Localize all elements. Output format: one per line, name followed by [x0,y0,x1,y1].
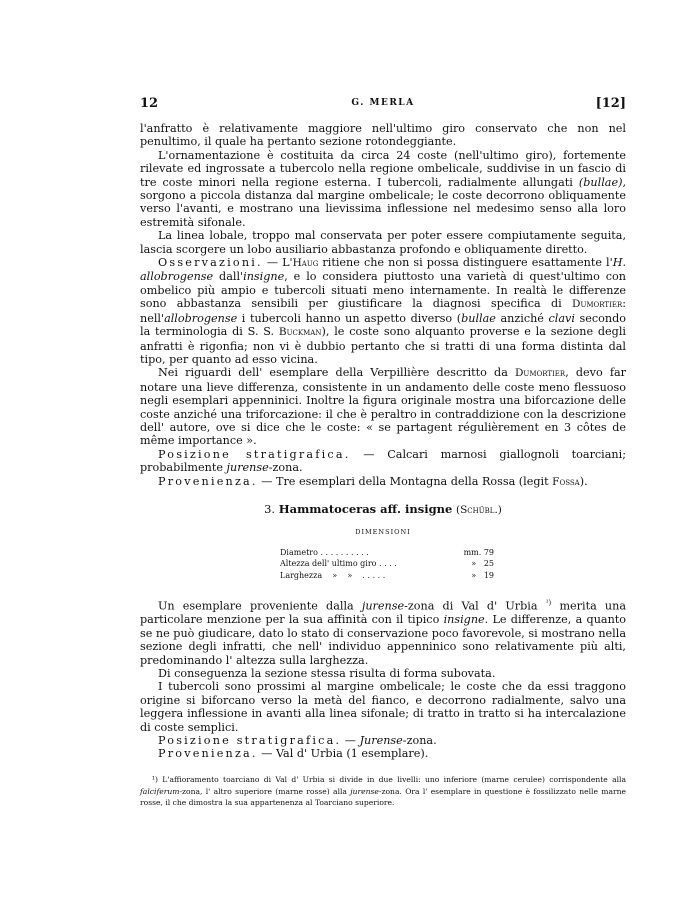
running-head-author: G. MERLA [351,98,415,108]
dimension-row: Larghezza » » . . . . . » 19 [280,570,494,580]
paragraph-specimen: Un esemplare proveniente dalla jurense-zona di Val d' Urbia $^{^1)}$ merita una particolare menzione per la sua affinità con il tipico insigne. Le differenze, a quanto se ne può giudicare, dato lo stato di conservazione poco favorevole, si mostrano nella sezione degli infratti, che nell' individuo appenninico sono relativamente più alti, predominando l' altezza sulla larghezza. [140,599,627,667]
paragraph-tubercles: I tubercoli sono prossimi al margine ombelicale; le coste che da essi traggono origine si biforcano verso la metà del fianco, e decorrono radialmente, salvo una leggera inflessione in avanti alla linea sifonale; di tratto in tratto si ha intercalazione di coste semplici. [140,680,626,734]
paragraph-section-shape: Di conseguenza la sezione stessa risulta di forma subovata. [158,667,496,681]
dimension-row: Altezza dell' ultimo giro . . . . » 25 [280,559,494,569]
page-number: 12 [140,96,159,111]
paragraph-stratigraphic-position-2: Posizione stratigrafica. — Jurense-zona. [158,734,437,748]
observations-label: Osservazioni. [158,256,263,270]
dimensions-title: DIMENSIONI [355,528,411,537]
paragraph-lobal-line: La linea lobale, troppo mal conservata per poter essere compiutamente seguita, lascia scorgere un lobo ausiliario abbastanza profondo e obliquamente diretto. [140,229,626,256]
paragraph-stratigraphic-position: Posizione stratigrafica. — Calcari marnosi giallognoli toarciani; probabilmente jurense-zona. [140,447,626,475]
paragraph-continuation: l'anfratto è relativamente maggiore nell'ultimo giro conservato che non nel penultimo, il quale ha pertanto sezione rotondeggiante. [140,122,626,149]
footnote-reference: ¹) [545,599,552,608]
footnote-mark: ¹) [152,774,159,784]
stratigraphic-label: Posizione stratigrafica. [158,447,351,461]
dimensions-table [280,547,494,582]
main-text [140,122,626,761]
paragraph-provenance-2: Provenienza. — Val d' Urbia (1 esemplare). [158,747,429,761]
running-header [140,96,626,122]
paragraph-observations: Osservazioni. — L'Haug ritiene che non si possa distinguere esattamente l'H. allobrogense dall'insigne, e lo considera piuttosto una varietà di quest'ultimo con ombelico più ampio e tubercoli situati meno internamente. In realtà le differenze sono abbastanza sensibili per giustificare la diagnosi specifica di Dumortier: nell'allobrogense i tubercoli hanno un aspetto diverso (bullae anziché clavi secondo la terminologia di S. S. Buckman), le coste sono alquanto proverse e la sezione degli anfratti è rigonfia; non vi è dubbio pertanto che si tratti di una forma distinta dal tipo, per quanto ad esso vicina. [140,256,626,366]
bracket-page-number: [12] [595,96,626,111]
footnote: ¹) L'affioramento toarciano di Val d' Urbia si divide in due livelli: uno inferiore (marne cerulee) corrispondente alla falciferum-zona, l' altro superiore (marne rosse) alla jurense-zona. Ora l' esemplare in questione è fossilizzato nelle marne rosse, il che dimostra la sua appartenenza al Toarciano superiore. [140,774,627,808]
paragraph-ornamentation: L'ornamentazione è costituita da circa 24 coste (nell'ultimo giro), fortemente rilevate ed ingrossate a tubercolo nella regione ombelicale, suddivise in un fascio di tre coste minori nella regione esterna. I tubercoli, radialmente allungati (bullae), sorgono a piccola distanza dal margine ombelicale; le coste decorrono obliquamente verso l'avanti, e mostrano una lievissima inflessione nel medesimo senso alla loro estremità sifonale. [140,148,626,229]
paragraph-verpilliere: Nei riguardi dell' esemplare della Verpillière descritto da Dumortier, devo far notare una lieve differenza, consistente in un andamento delle coste meno flessuoso negli esemplari appenninici. Inoltre la figura originale mostra una biforcazione delle coste anziché una triforcazione: il che è peraltro in contraddizione con la descrizione dell' autore, ove si dice che le coste: « se partagent régulièrement en 3 côtes de même importance ». [140,366,626,448]
dimension-row: Diametro . . . . . . . . . . mm. 79 [280,547,494,557]
section-heading: 3. Hammatoceras aff. insigne (Schübl.) [264,501,502,516]
page [140,96,626,809]
provenance-label: Provenienza. [158,474,258,488]
paragraph-provenance: Provenienza. — Tre esemplari della Montagna della Rossa (legit Fossa). [158,474,588,488]
